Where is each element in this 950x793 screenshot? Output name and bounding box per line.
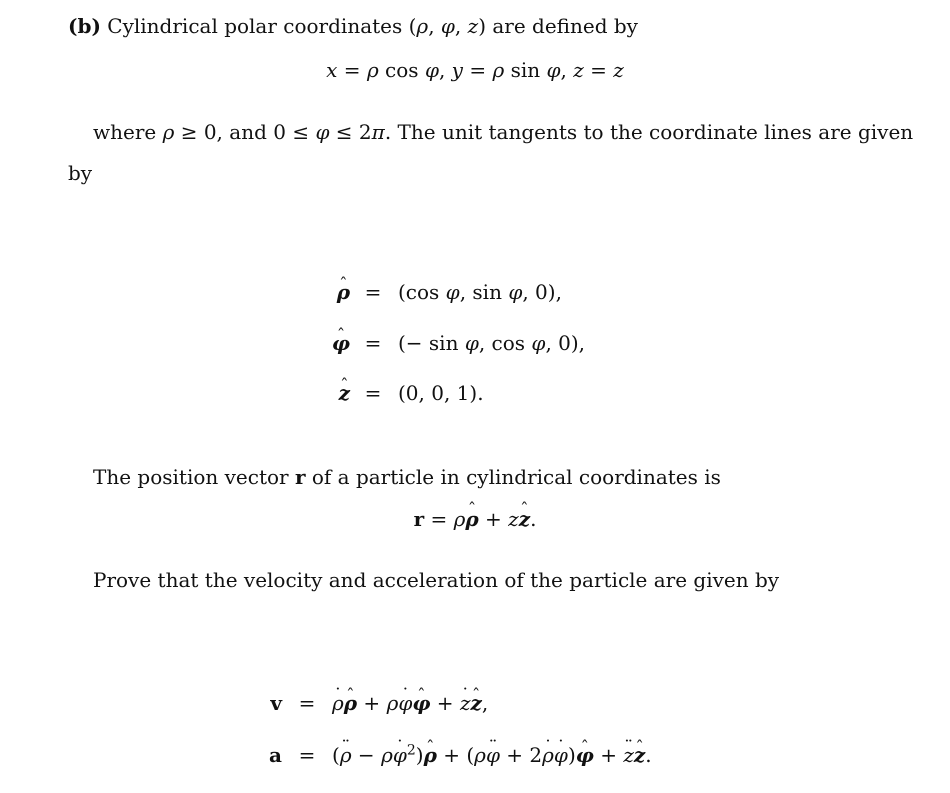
velocity-equation: v = ρ ˙ρ ˆ + ρφ ˙φ ˆ + z ˙z ˆ,: [0, 688, 950, 718]
prove-sentence: Prove that the velocity and acceleration of the particle are given by: [93, 568, 780, 592]
domain-sentence-cont: by: [68, 161, 93, 185]
part-b-intro: (b) Cylindrical polar coordinates (ρ, φ, z) are defined by: [68, 14, 638, 38]
unit-vector-phi: φ ˆ = (− sin φ, cos φ, 0),: [0, 328, 950, 358]
part-label: (b): [68, 14, 101, 38]
definition-equation: x = ρ cos φ, y = ρ sin φ, z = z: [326, 58, 624, 82]
position-sentence: The position vector r of a particle in cylindrical coordinates is: [93, 465, 721, 489]
acceleration-equation: a = (ρ ¨ − ρφ ˙$^2$)ρ ˆ + (ρφ ¨ + 2ρ ˙φ ˙)φ ˆ + z ¨z ˆ.: [0, 740, 950, 770]
unit-vector-z: z ˆ = (0, 0, 1).: [0, 378, 950, 408]
position-equation: r = ρρ ˆ + zz ˆ.: [0, 507, 950, 531]
unit-vector-rho: ρ ˆ = (cos φ, sin φ, 0),: [0, 277, 950, 307]
domain-sentence: where ρ ≥ 0, and 0 ≤ φ ≤ 2π. The unit tangents to the coordinate lines are given: [93, 120, 914, 144]
